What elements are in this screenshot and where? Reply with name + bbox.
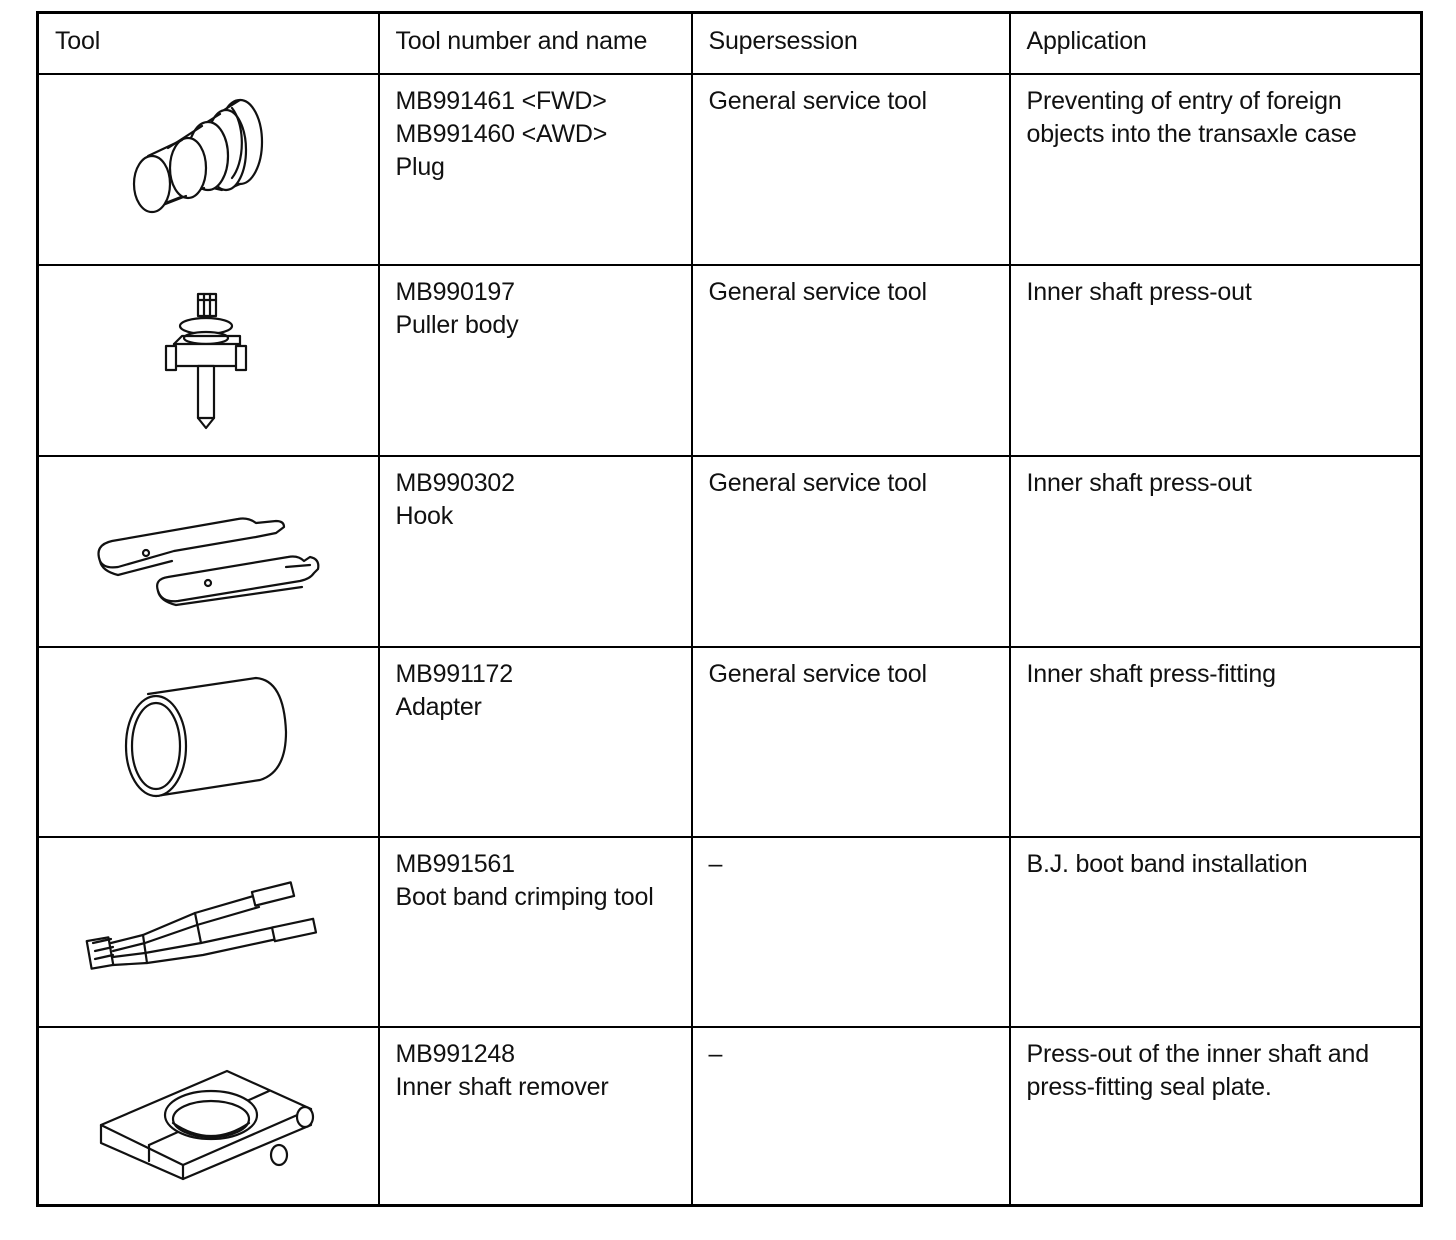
tool-image-cell — [38, 1027, 379, 1206]
table-row — [38, 74, 1422, 265]
tool-number: MB991461 <FWD> — [395, 87, 607, 115]
tool-number: MB990302 — [395, 469, 515, 497]
application-cell: Inner shaft press-fitting — [1010, 647, 1422, 837]
special-tools-table — [36, 11, 1423, 1207]
supersession-cell: – — [692, 837, 1010, 1027]
application-cell: Press-out of the inner shaft and press-fitting seal plate. — [1010, 1027, 1422, 1206]
table-row — [38, 837, 1422, 1027]
tool-image-cell — [38, 456, 379, 647]
tool-number-and-name — [379, 647, 692, 837]
tool-number-and-name — [379, 456, 692, 647]
tool-image-cell — [38, 837, 379, 1027]
hook-icon — [88, 497, 328, 607]
supersession-cell: General service tool — [692, 456, 1010, 647]
supersession-cell: General service tool — [692, 265, 1010, 456]
tool-image-cell — [38, 265, 379, 456]
tool-number: MB991248 — [395, 1040, 515, 1068]
tool-name: Plug — [395, 153, 445, 181]
header-supersession: Supersession — [692, 13, 1010, 75]
plug-icon — [108, 90, 308, 250]
table-row — [38, 1027, 1422, 1206]
table-row — [38, 265, 1422, 456]
header-row — [38, 13, 1422, 75]
inner-shaft-remover-icon — [93, 1051, 323, 1181]
tool-number: MB991172 — [395, 660, 513, 688]
application-cell: Inner shaft press-out — [1010, 456, 1422, 647]
tool-name: Hook — [395, 502, 454, 530]
table-row — [38, 647, 1422, 837]
tool-name: Inner shaft remover — [395, 1073, 609, 1101]
tool-number-and-name — [379, 74, 692, 265]
supersession-cell: General service tool — [692, 74, 1010, 265]
adapter-icon — [108, 672, 308, 812]
supersession-cell: General service tool — [692, 647, 1010, 837]
tool-number-and-name — [379, 837, 692, 1027]
puller-body-icon — [148, 286, 268, 436]
tool-number: MB991460 <AWD> — [395, 120, 608, 148]
supersession-cell: – — [692, 1027, 1010, 1206]
header-application: Application — [1010, 13, 1422, 75]
tool-number-and-name — [379, 265, 692, 456]
tool-name: Puller body — [395, 311, 519, 339]
tool-number-and-name — [379, 1027, 692, 1206]
tool-name: Boot band crimping tool — [395, 883, 654, 911]
header-tool: Tool — [38, 13, 379, 75]
header-tool-number-and-name: Tool number and name — [379, 13, 692, 75]
application-cell: B.J. boot band installation — [1010, 837, 1422, 1027]
application-cell: Inner shaft press-out — [1010, 265, 1422, 456]
tool-image-cell — [38, 647, 379, 837]
tool-number: MB990197 — [395, 278, 515, 306]
crimping-tool-icon — [83, 877, 333, 987]
tool-name: Adapter — [395, 693, 482, 721]
tool-number: MB991561 — [395, 850, 515, 878]
application-cell: Preventing of entry of foreign objects into the transaxle case — [1010, 74, 1422, 265]
tool-image-cell — [38, 74, 379, 265]
table-row — [38, 456, 1422, 647]
